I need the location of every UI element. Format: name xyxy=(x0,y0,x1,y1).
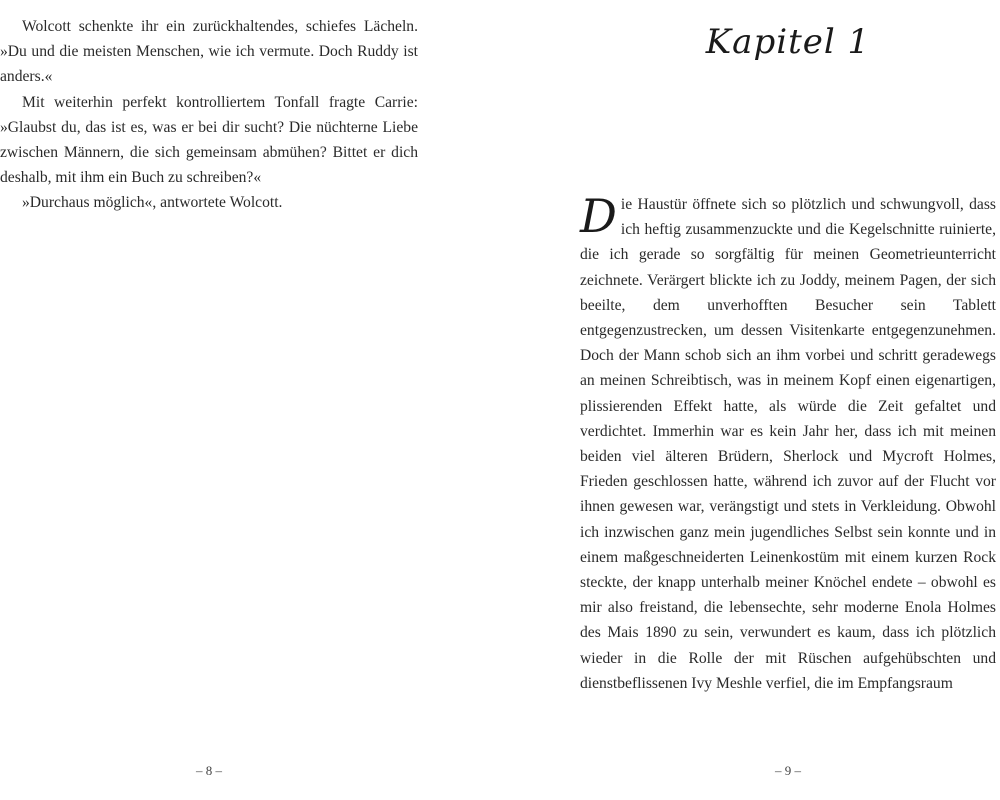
drop-cap: D xyxy=(580,189,617,243)
right-page-text xyxy=(580,189,996,696)
left-page-text xyxy=(0,14,418,216)
paragraph-text: ie Haustür öffnete sich so plötzlich und schwungvoll, dass ich heftig zusammenzuckte und die Kegelschnitte ruinierte, die ich gerade so sorgfältig für meinen Geometrieunterricht zeichnete. Verärgert blickte ich zu Joddy, meinem Pagen, der sich beeilte, dem unverhofften Besucher sein Tablett entgegenzustrecken, um dessen Visitenkarte entgegenzunehmen. Doch der Mann schob sich an ihm vorbei und schritt geradewegs an meinen Schreibtisch, was in meinem Kopf einen eigenartigen, plissierenden Effekt hatte, als würde die Zeit gefaltet und verdichtet. Immerhin war es kein Jahr her, dass ich mit meinen beiden viel älteren Brüdern, Sherlock und Mycroft Holmes, Frieden geschlossen hatte, während ich zuvor auf der Flucht vor ihnen gewesen war, verängstigt und stets in Verkleidung. Obwohl ich inzwischen ganz mein jugendliches Selbst sein konnte und in einem maßgeschneiderten Leinenkostüm mit einem kurzen Rock steckte, der knapp unterhalb meiner Knöchel endete – obwohl es mir also freistand, die lebensechte, sehr moderne Enola Holmes des Mais 1890 zu sein, verwundert es kaum, dass ich plötzlich wieder in die Rolle der mit Rüschen aufgehübschten und dienstbeflissenen Ivy Meshle verfiel, die im Empfangsraum xyxy=(580,196,996,692)
paragraph: Wolcott schenkte ihr ein zurückhaltendes, schiefes Lächeln. »Du und die meisten Menschen, wie ich vermute. Doch Ruddy ist anders.« xyxy=(0,18,418,86)
left-page xyxy=(0,0,418,800)
chapter-title: Kapitel 1 xyxy=(705,22,871,62)
page-number-right: – 9 – xyxy=(775,763,801,778)
right-page xyxy=(580,0,996,800)
opening-paragraph xyxy=(580,189,996,696)
paragraph: Mit weiterhin perfekt kontrolliertem Tonfall fragte Carrie: »Glaubst du, das ist es, was er bei dir sucht? Die nüchterne Liebe zwischen Männern, die sich gemeinsam abmühen? Bittet er dich deshalb, mit ihm ein Buch zu schreiben?« xyxy=(0,93,418,187)
paragraph: »Durchaus möglich«, antwortete Wolcott. xyxy=(22,194,283,212)
page-number-left: – 8 – xyxy=(196,763,222,778)
